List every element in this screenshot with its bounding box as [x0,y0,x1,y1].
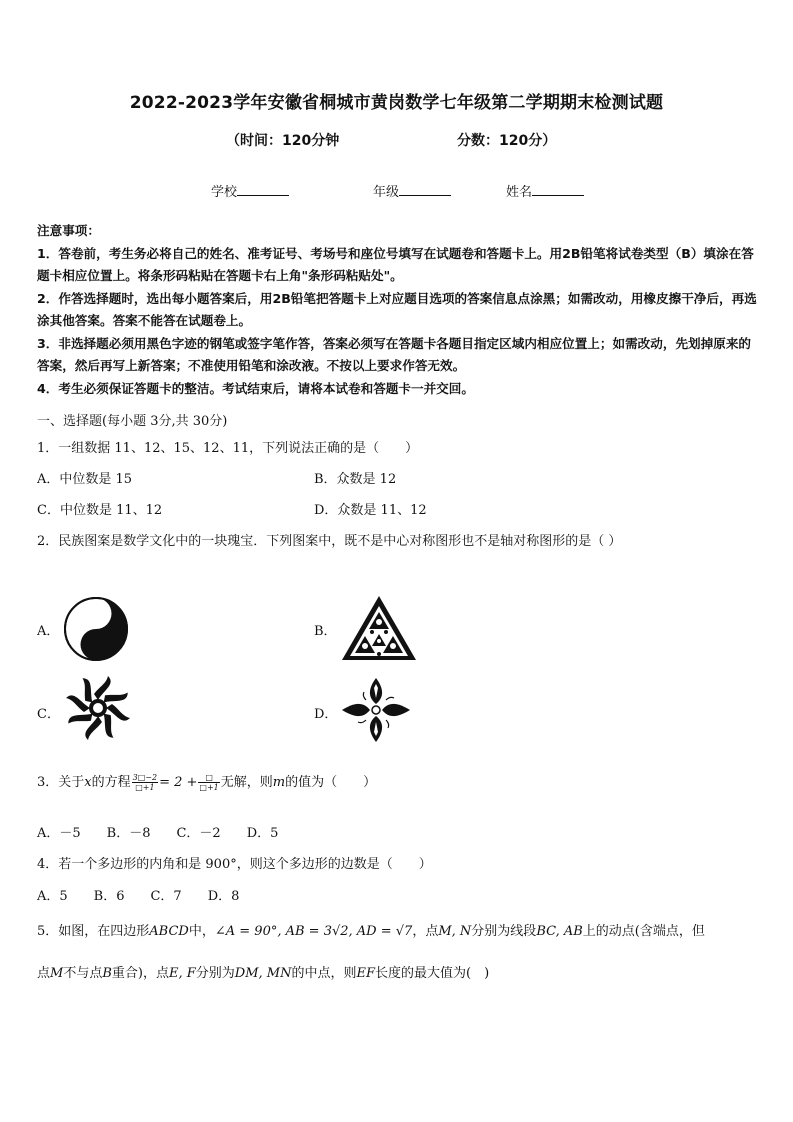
q5-text: 5．如图，在四边形 [37,924,150,939]
q5-text: 的中点，则 [291,966,357,981]
name-blank [532,183,584,196]
q3-fraction-left: $\frac{3□-2}{□+1}$ [132,773,158,792]
q1-option-b: B．众数是 12 [314,472,397,487]
q5-text: 点 [37,966,51,981]
q3-mid: 的方程 [91,775,131,790]
exam-score: 分数：120分） [457,133,557,149]
section-heading: 一、选择题(每小题 3分,共 30分) [37,414,228,429]
q3-pre: 3．关于 [37,775,85,790]
q3-post: 无解，则 [220,775,273,790]
q3-stem [37,771,376,792]
q5-segments: BC, AB [536,924,583,939]
notes-heading: 注意事项： [37,223,100,238]
q5-text: 中， [188,924,215,939]
q4-stem: 4．若一个多边形的内角和是 900°，则这个多边形的边数是（ ） [37,857,432,872]
q2-option-d-label: D． [314,707,338,722]
exam-time: （时间：120分钟 [226,133,340,149]
q5-text: 上的动点(含端点，但 [582,924,705,939]
q3-fraction-right: $\frac{□}{□+1}$ [199,773,219,792]
q5-line-2 [37,962,489,981]
grade-field [373,181,451,200]
q5-points-ef: E, F [168,966,196,981]
q2-stem: 2．民族图案是数学文化中的一块瑰宝．下列图案中，既不是中心对称图形也不是轴对称图形的是（ ） [37,534,622,549]
q1-option-d: D．众数是 11、12 [314,503,427,518]
notes-item: 1．答卷前，考生务必将自己的姓名、准考证号、考场号和座位号填写在试题卷和答题卡上。用2B铅笔将试卷类型（B）填涂在答题卡相应位置上。将条形码粘贴在答题卡右上角"条形码粘贴处"。 [37,245,754,283]
pinwheel-flower-figure [62,674,134,742]
q3-var-m: m [272,775,286,790]
q3-options: A．－5 B．－8 C．－2 D．5 [37,826,279,841]
notes-block [37,220,759,400]
triangle-pattern-figure [340,594,418,662]
q5-text: 重合)，点 [111,966,169,981]
name-label: 姓名 [506,185,533,200]
notes-item: 3．非选择题必须用黑色字迹的钢笔或签字笔作答，答案必须写在答题卡各题目指定区域内相应位置上；如需改动，先划掉原来的答案，然后再写上新答案；不准使用铅笔和涂改液。不按以上要求作答无效。 [37,335,752,373]
school-field [211,181,289,200]
notes-item: 2．作答选择题时，选出每小题答案后，用2B铅笔把答题卡上对应题目选项的答案信息点涂黑；如需改动，用橡皮擦干净后，再选涂其他答案。答案不能答在试题卷上。 [37,290,757,328]
yin-yang-figure [63,596,129,662]
q5-text: 不与点 [63,966,103,981]
q1-option-c: C．中位数是 11、12 [37,503,163,518]
grade-blank [399,183,451,196]
q5-line-1 [37,920,705,939]
grade-label: 年级 [373,185,400,200]
q5-points-mn: M, N [438,924,472,939]
q5-text: 长度的最大值为( ) [375,966,490,981]
q1-stem: 1．一组数据 11、12、15、12、11，下列说法正确的是（ ） [37,441,419,456]
four-leaf-ornament-figure [340,676,412,744]
q5-text: 分别为 [195,966,235,981]
q3-tail: 的值为（ ） [285,775,377,790]
q5-point-m: M [50,966,64,981]
q1-option-a: A．中位数是 15 [37,472,133,487]
q5-text: 分别为线段 [471,924,537,939]
school-blank [237,183,289,196]
q2-option-c-label: C． [37,707,60,722]
q4-options: A．5 B．6 C．7 D．8 [37,889,240,904]
q2-option-a-label: A． [37,624,60,639]
q2-option-b-label: B． [314,624,337,639]
q3-equals: = 2 + [159,775,198,790]
name-field [506,181,584,200]
q5-segments-dm-mn: DM, MN [234,966,292,981]
school-label: 学校 [211,185,238,200]
q5-quad-abcd: ABCD [149,924,189,939]
q5-segment-ef: EF [356,966,375,981]
page-title: 2022-2023学年安徽省桐城市黄岗数学七年级第二学期期末检测试题 [129,93,664,113]
q5-point-b: B [102,966,112,981]
q5-text: ，点 [412,924,439,939]
q5-condition: ∠A = 90°, AB = 3√2, AD = √7 [214,924,413,939]
notes-item: 4．考生必须保证答题卡的整洁。考试结束后，请将本试卷和答题卡一并交回。 [37,380,474,396]
q3-var-x: x [84,775,92,790]
